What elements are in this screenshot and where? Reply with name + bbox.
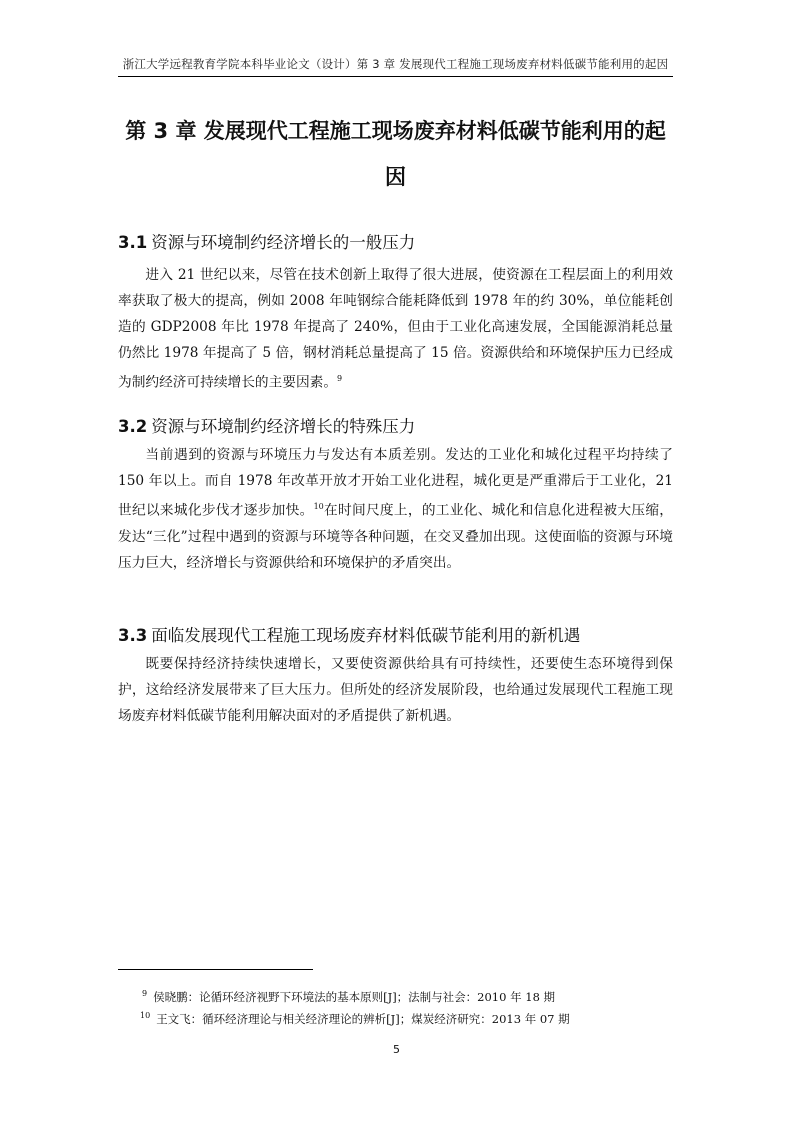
running-header: 浙江大学远程教育学院本科毕业论文（设计）第 3 章 发展现代工程施工现场废弃材料低碳节能利用的起因	[122, 57, 669, 71]
section-number: 3.1	[118, 233, 148, 252]
paragraph-text: 当前遇到的资源与环境压力与发达有本质差别。发达的工业化和城化过程平均持续了 150 年以上。而自 1978 年改革开放才开始工业化进程，城化更是严重滞后于工业化，21 世纪以来城化步伐才逐步加快。	[118, 447, 673, 519]
footnote-reference: 10	[313, 502, 324, 511]
footnote-reference: 9	[337, 374, 343, 383]
footnote-9	[142, 985, 673, 1006]
section-heading-3-1	[118, 229, 673, 253]
chapter-title: 第 3 章 发展现代工程施工现场废弃材料低碳节能利用的起因	[125, 119, 666, 189]
footnote-text: 侯晓鹏：论循环经济视野下环境法的基本原则[J]；法制与社会：2010 年 18 期	[153, 989, 556, 1004]
section-heading-3-2	[118, 413, 673, 437]
footnote-text: 王文飞：循环经济理论与相关经济理论的辨析[J]；煤炭经济研究：2013 年 07 期	[156, 1011, 570, 1026]
section-paragraph-3-3	[118, 651, 673, 729]
section-number: 3.2	[118, 417, 148, 436]
section-paragraph-3-1	[118, 262, 673, 396]
section-paragraph-3-2	[118, 442, 673, 576]
paragraph-text: 既要保持经济持续快速增长，又要使资源供给具有可持续性，还要使生态环境得到保护，这给经济发展带来了巨大压力。但所处的经济发展阶段，也给通过发展现代工程施工现场废弃材料低碳节能利用解决面对的矛盾提供了新机遇。	[118, 656, 673, 724]
paragraph-text-continued: 在时间尺度上，的工业化、城化和信息化进程被大压缩，发达“三化”过程中遇到的资源与环境等各种问题，在交叉叠加出现。这使面临的资源与环境压力巨大，经济增长与资源供给和环境保护的矛盾突出。	[118, 502, 673, 571]
footnote-divider	[118, 969, 313, 970]
footnote-mark: 9	[142, 989, 148, 998]
footnote-10	[140, 1007, 673, 1028]
paragraph-text: 进入 21 世纪以来，尽管在技术创新上取得了很大进展，使资源在工程层面上的利用效率获取了极大的提高，例如 2008 年吨钢综合能耗降低到 1978 年的约 30%，单位能耗创造的 GDP2008 年比 1978 年提高了 240%，但由于工业化高速发展，全国能源消耗总量仍然比 1978 年提高了 5 倍，钢材消耗总量提高了 15 倍。资源供给和环境保护压力已经成为制约经济可持续增长的主要因素。	[118, 267, 673, 391]
section-title-text: 资源与环境制约经济增长的一般压力	[151, 233, 416, 252]
section-title-text: 面临发展现代工程施工现场废弃材料低碳节能利用的新机遇	[151, 626, 581, 645]
header-divider	[118, 76, 673, 77]
page-number: 5	[393, 1043, 400, 1056]
section-title-text: 资源与环境制约经济增长的特殊压力	[151, 417, 416, 436]
section-heading-3-3	[118, 622, 673, 646]
section-number: 3.3	[118, 626, 148, 645]
footnote-mark: 10	[140, 1011, 151, 1020]
